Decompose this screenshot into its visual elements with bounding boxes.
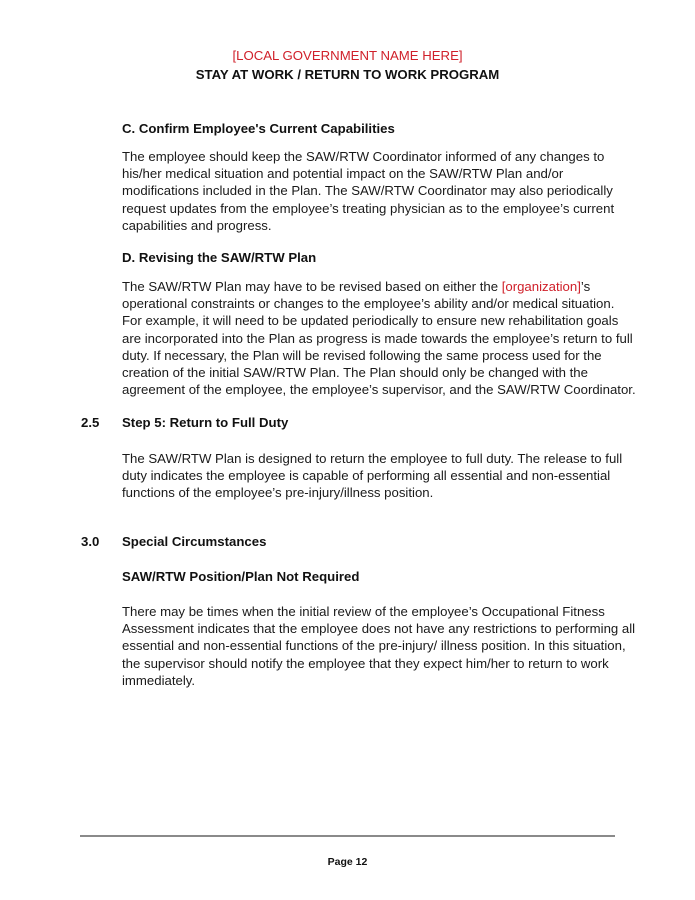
section-d-paragraph	[122, 278, 636, 398]
footer-divider	[80, 835, 615, 837]
section-number: 3.0	[81, 534, 100, 549]
text-segment: ’s	[580, 279, 591, 294]
text-line: The employee should keep the SAW/RTW Coordinator informed of any changes to	[122, 149, 605, 164]
text-line: the supervisor should notify the employee that they expect him/her to return to work	[122, 655, 609, 671]
section-2-5-heading: Step 5: Return to Full Duty	[122, 415, 289, 430]
org-name-placeholder: [LOCAL GOVERNMENT NAME HERE]	[232, 48, 463, 63]
text-line: operational constraints or changes to the employee’s ability and/or medical situation.	[122, 296, 615, 312]
text-line: Assessment indicates that the employee does not have any restrictions to performing all	[122, 621, 636, 637]
text-line: capabilities and progress.	[122, 217, 272, 233]
text-line: request updates from the employee’s treating physician as to the employee’s current	[122, 200, 615, 216]
text-line: duty. If necessary, the Plan will be revised following the same process used for the	[122, 347, 602, 363]
text-line: For example, it will need to be updated periodically to ensure new rehabilitation goals	[122, 313, 619, 329]
text-line: creation of the initial SAW/RTW Plan. The Plan should only be changed with the	[122, 365, 588, 381]
page-number: Page 12	[327, 856, 368, 868]
section-number: 2.5	[81, 415, 100, 430]
text-line: immediately.	[122, 672, 196, 688]
text-segment: The SAW/RTW Plan may have to be revised based on either the	[122, 279, 502, 294]
organization-placeholder: [organization]	[501, 279, 581, 294]
text-line: are incorporated into the Plan as progress is made towards the employee’s return to full	[122, 330, 633, 346]
section-3-0-paragraph	[122, 603, 635, 689]
section-2-5-paragraph	[122, 450, 622, 502]
text-line: There may be times when the initial review of the employee’s Occupational Fitness	[122, 604, 605, 619]
text-line	[122, 278, 636, 295]
text-line: duty indicates the employee is capable of performing all essential and non-essential	[122, 468, 611, 484]
section-c-heading: C. Confirm Employee's Current Capabilities	[122, 121, 395, 136]
text-line: The SAW/RTW Plan is designed to return the employee to full duty. The release to full	[122, 451, 623, 466]
section-d-heading: D. Revising the SAW/RTW Plan	[122, 250, 317, 265]
section-3-0-heading: Special Circumstances	[122, 534, 267, 549]
subsection-heading: SAW/RTW Position/Plan Not Required	[122, 569, 360, 584]
text-line: essential and non-essential functions of the pre-injury/ illness position. In this situation,	[122, 638, 626, 654]
text-line: his/her medical situation and potential impact on the SAW/RTW Plan and/or	[122, 166, 564, 182]
document-title: STAY AT WORK / RETURN TO WORK PROGRAM	[195, 67, 500, 82]
text-line: modifications included in the Plan. The SAW/RTW Coordinator may also periodically	[122, 183, 613, 199]
text-line: agreement of the employee, the employee’s supervisor, and the SAW/RTW Coordinator.	[122, 382, 636, 398]
text-line: functions of the employee’s pre-injury/illness position.	[122, 485, 434, 501]
section-c-paragraph	[122, 148, 614, 234]
